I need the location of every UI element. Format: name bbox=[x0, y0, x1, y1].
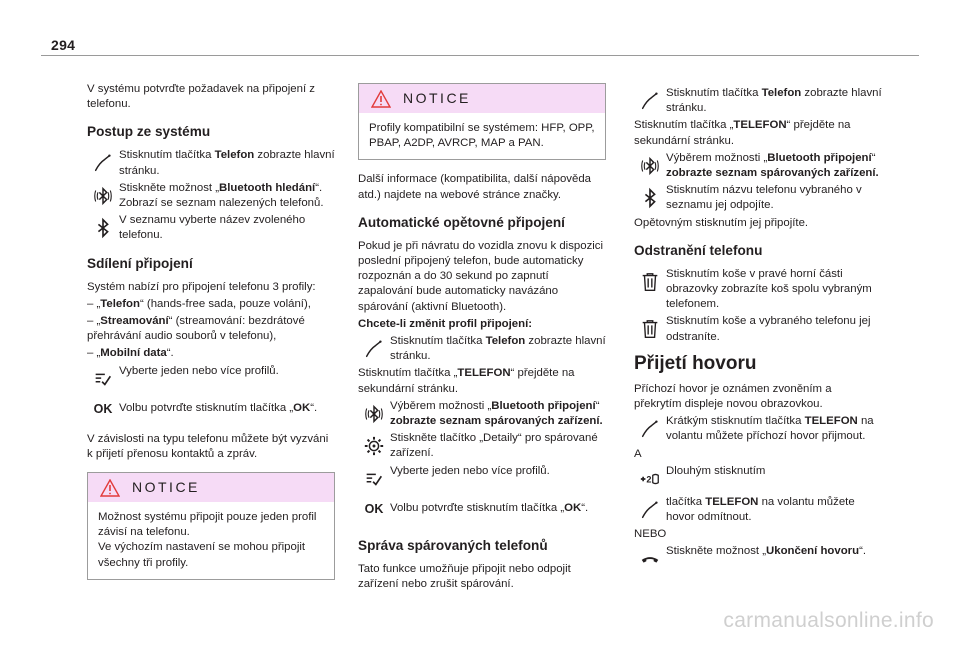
svg-text:2: 2 bbox=[646, 474, 652, 485]
finger-touch-icon bbox=[634, 86, 666, 115]
step-bold: Telefon bbox=[485, 335, 526, 348]
notice-box bbox=[87, 472, 335, 580]
step-text: zobrazte hlavní stránku. bbox=[666, 87, 882, 115]
profile-text: “. bbox=[166, 347, 174, 360]
auto-text: Pokud je při návratu do vozidla znovu k dispozici poslední připojený telefon, bude automaticky rozpoznán a do 30 sekund po zapnutí zapalování bude automaticky navázáno spárování (aktivní Bluetooth). bbox=[358, 239, 604, 313]
odstraneni-step-1 bbox=[634, 267, 882, 313]
profile-bold: Mobilní data bbox=[100, 347, 167, 360]
step-text: Výběrem možnosti „ bbox=[390, 399, 492, 412]
bluetooth-search-icon bbox=[87, 181, 119, 210]
col3-step-4 bbox=[634, 183, 882, 213]
warning-triangle-icon bbox=[371, 90, 391, 108]
step-bold: zobrazte seznam spárovaných zařízení. bbox=[666, 167, 879, 180]
step-bold: Ukončení hovoru bbox=[766, 545, 860, 558]
change-bold: Chcete-li změnit profil připojení: bbox=[358, 317, 533, 330]
postup-heading: Postup ze systému bbox=[87, 124, 211, 140]
checkbox-list-icon bbox=[358, 464, 390, 493]
ok-label-icon: OK bbox=[93, 402, 113, 417]
step-text: “ přejděte na sekundární stránku. bbox=[634, 119, 851, 147]
postup-step-1 bbox=[87, 148, 335, 178]
notice-body bbox=[88, 502, 334, 579]
checkbox-list-icon bbox=[87, 364, 119, 393]
ok-label-icon: OK bbox=[364, 502, 384, 517]
long-press-step bbox=[634, 464, 882, 493]
step-text: V seznamu vyberte název zvoleného telefonu. bbox=[119, 214, 306, 242]
dependency-text: V závislosti na typu telefonu můžete být vyzváni k přijetí přenosu kontaktů a zpráv. bbox=[87, 432, 329, 460]
intro-text: V systému potvrďte požadavek na připojení z telefonu. bbox=[87, 83, 315, 111]
column-2 bbox=[358, 83, 606, 601]
step-bold: OK bbox=[293, 401, 311, 414]
profile-text: – „ bbox=[87, 347, 101, 360]
change-profile-label bbox=[358, 317, 606, 332]
profile-bold: Telefon bbox=[100, 297, 140, 310]
column-3 bbox=[634, 86, 882, 575]
step-text: Volbu potvrďte stisknutím tlačítka „ bbox=[390, 501, 565, 514]
notice-text: Ve výchozím nastavení se mohou připojit všechny tři profily. bbox=[98, 541, 306, 569]
change-step-2 bbox=[358, 366, 606, 396]
step-text: Volbu potvrďte stisknutím tlačítka „ bbox=[119, 401, 294, 414]
step-text: “ bbox=[871, 151, 876, 164]
bluetooth-search-icon bbox=[358, 399, 390, 428]
prijeti-text: Příchozí hovor je oznámen zvoněním a překrytím displeje novou obrazovkou. bbox=[634, 382, 832, 411]
step-text: Stisknutím tlačítka bbox=[390, 335, 486, 348]
trash-icon bbox=[634, 267, 666, 296]
hang-up-icon bbox=[634, 544, 666, 573]
bluetooth-icon bbox=[634, 183, 666, 212]
a-text: A bbox=[634, 447, 642, 460]
odstraneni-step-2 bbox=[634, 314, 882, 344]
step-text: tlačítka bbox=[666, 495, 706, 508]
col3-step-1 bbox=[634, 86, 882, 116]
step-text: “. bbox=[310, 401, 318, 414]
gear-icon bbox=[358, 431, 390, 460]
step-text: zobrazte hlavní stránku. bbox=[390, 335, 606, 363]
step-text: “ přejděte na sekundární stránku. bbox=[358, 367, 575, 395]
step-text: na volantu můžete hovor odmítnout. bbox=[666, 495, 855, 524]
col3-step-5: Opětovným stisknutím jej připojíte. bbox=[634, 216, 809, 229]
column-1 bbox=[87, 82, 335, 592]
ok-step bbox=[87, 395, 335, 424]
change-step-5 bbox=[358, 464, 606, 493]
steering-wheel-button-icon bbox=[634, 464, 666, 493]
profile-3 bbox=[87, 346, 335, 361]
end-call-step bbox=[634, 544, 882, 573]
postup-step-2 bbox=[87, 181, 335, 211]
step-text: Vyberte jeden nebo více profilů. bbox=[390, 464, 550, 477]
finger-touch-icon bbox=[634, 495, 666, 524]
col3-step-3 bbox=[634, 151, 882, 181]
reject-step bbox=[634, 495, 882, 525]
step-text: Stiskněte možnost „ bbox=[666, 545, 767, 558]
step-text: na volantu můžete příchozí hovor přijmout. bbox=[666, 415, 874, 443]
notice-header bbox=[88, 473, 334, 502]
bluetooth-icon bbox=[87, 213, 119, 242]
notice-box bbox=[358, 83, 606, 160]
step-bold: Bluetooth připojení bbox=[491, 399, 596, 412]
odstraneni-heading: Odstranění telefonu bbox=[634, 242, 763, 258]
ok-step bbox=[358, 495, 606, 524]
profile-text: “ (hands-free sada, pouze volání), bbox=[139, 297, 311, 310]
step-bold: OK bbox=[564, 501, 582, 514]
step-text: Stisknutím tlačítka bbox=[119, 149, 215, 162]
page-number: 294 bbox=[51, 37, 76, 53]
notice-title: NOTICE bbox=[403, 89, 471, 106]
notice-text: Možnost systému připojit pouze jeden profil závisí na telefonu. bbox=[98, 511, 317, 539]
step-text: Stiskněte možnost „ bbox=[119, 181, 220, 194]
step-text: Stiskněte tlačítko „Detaily“ pro spárované zařízení. bbox=[390, 432, 598, 460]
step-bold: Bluetooth hledání bbox=[219, 181, 316, 194]
step-bold: TELEFON bbox=[733, 119, 787, 132]
step-bold: TELEFON bbox=[457, 367, 511, 380]
step-bold: TELEFON bbox=[705, 495, 759, 508]
step-text: Stisknutím tlačítka „ bbox=[358, 367, 458, 380]
step-text: “. Zobrazí se seznam nalezených telefonů. bbox=[119, 181, 324, 210]
auto-heading: Automatické opětovné připojení bbox=[358, 214, 565, 230]
change-step-4 bbox=[358, 431, 606, 461]
sdileni-intro: Systém nabízí pro připojení telefonu 3 profily: bbox=[87, 280, 316, 293]
profile-2 bbox=[87, 314, 335, 344]
finger-touch-icon bbox=[358, 334, 390, 363]
sprava-heading: Správa spárovaných telefonů bbox=[358, 537, 548, 553]
step-text: Stisknutím názvu telefonu vybraného v seznamu jej odpojíte. bbox=[666, 184, 862, 212]
step-text: Výběrem možnosti „ bbox=[666, 151, 768, 164]
postup-step-3 bbox=[87, 213, 335, 243]
watermark: carmanualsonline.info bbox=[723, 609, 934, 632]
notice-header bbox=[359, 84, 605, 113]
more-info-text: Další informace (kompatibilita, další nápověda atd.) najdete na webové stránce značky. bbox=[358, 173, 591, 201]
finger-touch-icon bbox=[87, 148, 119, 177]
step-text: Krátkým stisknutím tlačítka bbox=[666, 415, 805, 428]
sprava-text: Tato funkce umožňuje připojit nebo odpojit zařízení nebo zrušit spárování. bbox=[358, 562, 571, 590]
select-profiles-step bbox=[87, 364, 335, 393]
step-text: “ bbox=[595, 399, 600, 412]
step-text: “. bbox=[859, 545, 867, 558]
step-text: Stisknutím koše v pravé horní části obrazovky zobrazíte koš spolu vybraným telefonem. bbox=[666, 267, 872, 311]
step-bold: Bluetooth připojení bbox=[767, 151, 872, 164]
profile-bold: Streamování bbox=[100, 315, 169, 328]
bluetooth-search-icon bbox=[634, 151, 666, 180]
step-text: Stisknutím koše a vybraného telefonu jej odstraníte. bbox=[666, 315, 871, 343]
step-text: zobrazte hlavní stránku. bbox=[119, 149, 335, 177]
step-text: Vyberte jeden nebo více profilů. bbox=[119, 364, 279, 377]
notice-title: NOTICE bbox=[132, 478, 200, 495]
warning-triangle-icon bbox=[100, 479, 120, 497]
step-text: Dlouhým stisknutím bbox=[666, 464, 766, 477]
step-bold: Telefon bbox=[761, 87, 802, 99]
step-text: Stisknutím tlačítka bbox=[666, 87, 762, 99]
step-bold: Telefon bbox=[214, 149, 255, 162]
profile-text: “ (streamování: bezdrátové přehrávání audio souborů v telefonu), bbox=[87, 315, 305, 343]
step-bold: TELEFON bbox=[804, 415, 858, 428]
step-text: “. bbox=[581, 501, 589, 514]
notice-body: Profily kompatibilní se systémem: HFP, OPP, PBAP, A2DP, AVRCP, MAP a PAN. bbox=[369, 122, 595, 150]
accept-step bbox=[634, 414, 882, 444]
step-bold: zobrazte seznam spárovaných zařízení. bbox=[390, 415, 603, 428]
trash-icon bbox=[634, 314, 666, 343]
col3-step-2 bbox=[634, 118, 882, 148]
change-step-1 bbox=[358, 334, 606, 364]
sdileni-heading: Sdílení připojení bbox=[87, 255, 193, 271]
finger-touch-icon bbox=[634, 414, 666, 443]
header-rule bbox=[41, 55, 919, 56]
prijeti-heading: Přijetí hovoru bbox=[634, 352, 757, 374]
change-step-3 bbox=[358, 399, 606, 429]
profile-1 bbox=[87, 297, 335, 312]
step-text: Stisknutím tlačítka „ bbox=[634, 119, 734, 132]
profile-text: – „ bbox=[87, 315, 101, 328]
profile-text: – „ bbox=[87, 297, 101, 310]
nebo-text: NEBO bbox=[634, 528, 667, 541]
